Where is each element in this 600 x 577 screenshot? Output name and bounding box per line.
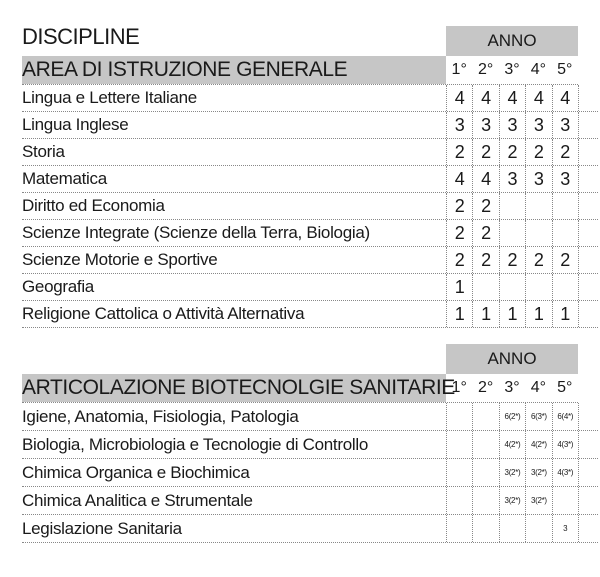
hours-cell [525, 274, 551, 300]
hours-cell [446, 431, 472, 458]
grid-edge [578, 431, 598, 458]
hours-cell: 4(3*) [552, 459, 578, 486]
table-row [22, 403, 598, 431]
hours-cell: 4(3*) [552, 431, 578, 458]
table-row [22, 193, 598, 220]
discipline-heading: DISCIPLINE [22, 24, 140, 49]
table-row [22, 431, 598, 459]
year-headers-2 [446, 374, 578, 402]
hours-cell: 3 [552, 112, 578, 138]
hours-cell: 4 [472, 85, 498, 111]
hours-cell: 3 [499, 112, 525, 138]
hours-cell [552, 487, 578, 514]
year-4: 4° [530, 61, 547, 78]
grid-edge [578, 301, 598, 327]
subject-label: Legislazione Sanitaria [22, 519, 182, 538]
year-3: 3° [504, 379, 520, 396]
hours-cell: 2 [472, 139, 498, 165]
hours-cell: 4 [446, 85, 472, 111]
hours-cell: 3 [472, 112, 498, 138]
hours-cell [499, 515, 525, 542]
hours-cell [552, 274, 578, 300]
table-row [22, 274, 598, 301]
section-title-biotech [22, 374, 455, 402]
hours-cell: 3 [525, 166, 551, 192]
hours-cell [525, 515, 551, 542]
year-3: 3° [504, 61, 520, 78]
hours-cell: 3(2*) [499, 459, 525, 486]
subject-label: Chimica Analitica e Strumentale [22, 491, 253, 510]
grid-edge [578, 112, 598, 138]
hours-cell: 3 [552, 166, 578, 192]
hours-cell [472, 431, 498, 458]
year-5: 5° [557, 379, 573, 396]
subject-label: Geografia [22, 277, 94, 296]
anno-header-1 [446, 26, 578, 56]
subject-label: Chimica Organica e Biochimica [22, 463, 250, 482]
hours-cell [552, 193, 578, 219]
hours-cell: 1 [446, 301, 472, 327]
hours-cell: 4(2*) [499, 431, 525, 458]
table-row [22, 247, 598, 274]
hours-cell [446, 459, 472, 486]
hours-cell [472, 515, 498, 542]
hours-cell: 6(3*) [525, 403, 551, 430]
hours-cell [525, 220, 551, 246]
hours-cell [446, 403, 472, 430]
hours-cell: 4 [525, 85, 551, 111]
subject-label: Scienze Motorie e Sportive [22, 250, 218, 269]
hours-cell [552, 220, 578, 246]
table-row [22, 487, 598, 515]
grid-edge [578, 403, 598, 430]
subject-label: Lingua Inglese [22, 115, 129, 134]
year-1: 1° [451, 61, 467, 78]
hours-cell: 2 [472, 220, 498, 246]
subject-label: Diritto ed Economia [22, 196, 165, 215]
hours-cell: 3(2*) [525, 487, 551, 514]
subject-label: Matematica [22, 169, 107, 188]
hours-cell [499, 274, 525, 300]
hours-cell: 3(2*) [499, 487, 525, 514]
grid-edge [578, 459, 598, 486]
hours-cell: 6(4*) [552, 403, 578, 430]
hours-cell: 4 [499, 85, 525, 111]
grid-edge [578, 247, 598, 273]
section-title-general-text: AREA DI ISTRUZIONE GENERALE [22, 58, 348, 81]
grid-edge [578, 487, 598, 514]
grid-edge [578, 274, 598, 300]
hours-cell: 3 [552, 515, 578, 542]
table-row [22, 139, 598, 166]
hours-cell: 2 [446, 220, 472, 246]
section-title-biotech-text: ARTICOLAZIONE BIOTECNOLGIE SANITARIE [22, 376, 455, 399]
hours-cell [525, 193, 551, 219]
subject-label: Religione Cattolica o Attività Alternativa [22, 304, 305, 323]
year-2: 2° [477, 379, 494, 396]
hours-cell [472, 403, 498, 430]
hours-cell: 2 [472, 247, 498, 273]
grid-edge [578, 85, 598, 111]
hours-cell: 3(2*) [525, 459, 551, 486]
table-row [22, 301, 598, 328]
subject-label: Scienze Integrate (Scienze della Terra, Biologia) [22, 223, 370, 242]
hours-cell: 3 [499, 166, 525, 192]
grid-edge [578, 139, 598, 165]
hours-cell: 2 [446, 139, 472, 165]
year-5: 5° [557, 61, 573, 78]
hours-cell: 4 [446, 166, 472, 192]
hours-cell: 2 [472, 193, 498, 219]
hours-cell [472, 459, 498, 486]
hours-cell: 2 [552, 247, 578, 273]
year-1: 1° [451, 379, 467, 396]
hours-cell [446, 515, 472, 542]
hours-cell: 2 [552, 139, 578, 165]
hours-cell: 2 [525, 139, 551, 165]
subject-label: Lingua e Lettere Italiane [22, 88, 197, 107]
table-row [22, 459, 598, 487]
grid-edge [578, 166, 598, 192]
hours-cell [446, 487, 472, 514]
table-row [22, 166, 598, 193]
subject-label: Igiene, Anatomia, Fisiologia, Patologia [22, 407, 299, 426]
hours-cell [472, 487, 498, 514]
grid-edge [578, 220, 598, 246]
hours-cell: 4(2*) [525, 431, 551, 458]
subject-label: Biologia, Microbiologia e Tecnologie di Controllo [22, 435, 368, 454]
anno-label-1: ANNO [487, 31, 537, 50]
hours-cell: 2 [499, 247, 525, 273]
year-2: 2° [477, 61, 494, 78]
year-headers-1 [446, 56, 578, 84]
hours-cell: 1 [446, 274, 472, 300]
hours-cell: 2 [446, 247, 472, 273]
grid-edge [578, 193, 598, 219]
hours-cell: 6(2*) [499, 403, 525, 430]
table-row [22, 112, 598, 139]
hours-cell: 2 [446, 193, 472, 219]
hours-cell [499, 220, 525, 246]
hours-cell: 3 [446, 112, 472, 138]
hours-cell: 1 [525, 301, 551, 327]
hours-cell: 2 [525, 247, 551, 273]
table-row [22, 85, 598, 112]
hours-cell: 1 [472, 301, 498, 327]
hours-cell [499, 193, 525, 219]
hours-cell: 3 [525, 112, 551, 138]
hours-cell: 1 [499, 301, 525, 327]
table-row [22, 220, 598, 247]
anno-header-2 [446, 344, 578, 374]
subject-label: Storia [22, 142, 65, 161]
section-title-general [22, 56, 446, 84]
hours-cell: 4 [472, 166, 498, 192]
hours-cell: 1 [552, 301, 578, 327]
hours-cell: 2 [499, 139, 525, 165]
anno-label-2: ANNO [487, 349, 537, 368]
table-row [22, 515, 598, 543]
hours-cell: 4 [552, 85, 578, 111]
year-4: 4° [530, 379, 547, 396]
grid-edge [578, 515, 598, 542]
hours-cell [472, 274, 498, 300]
